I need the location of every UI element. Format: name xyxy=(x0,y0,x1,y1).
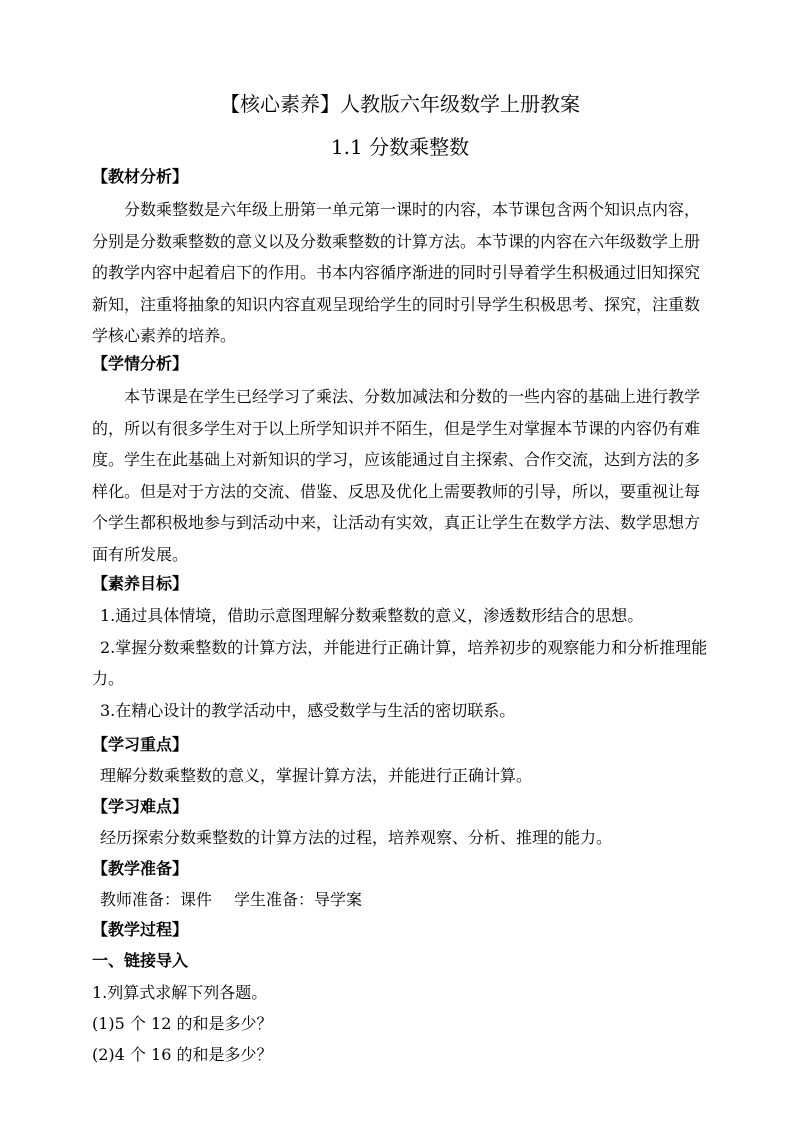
section-heading: 【学习重点】 xyxy=(92,735,189,754)
goal-item: 3.在精心设计的教学活动中，感受数学与生活的密切联系。 xyxy=(100,700,516,720)
section-heading: 【教材分析】 xyxy=(92,167,189,186)
section-heading: 【素养目标】 xyxy=(92,574,189,593)
goal-item: 2.掌握分数乘整数的计算方法，并能进行正确计算，培养初步的观察能力和分析推理能力。 xyxy=(92,637,708,688)
section-key xyxy=(92,732,712,791)
teacher-prep: 教师准备：课件 xyxy=(100,890,213,909)
section-students xyxy=(92,351,712,570)
process-line: (2)4 个 16 的和是多少？ xyxy=(92,1045,273,1064)
section-goals xyxy=(92,571,712,726)
section-heading: 【教学准备】 xyxy=(92,859,189,878)
process-line: (1)5 个 12 的和是多少？ xyxy=(92,1014,273,1033)
document-title: 【核心素养】人教版六年级数学上册教案 xyxy=(220,92,580,116)
section-heading: 【教学过程】 xyxy=(92,920,189,939)
section-material xyxy=(92,164,712,352)
section-prep xyxy=(92,856,712,915)
section-body: 本节课是在学生已经学习了乘法、分数加减法和分数的一些内容的基础上进行教学的，所以有很多学生对于以上所学知识并不陌生，但是学生对掌握本节课的内容仍有难度。学生在此基础上对新知识的学习，应该能通过自主探索、合作交流，达到方法的多样化。但是对于方法的交流、借鉴、反思及优化上需要教师的引导，所以，要重视让每个学生都积极地参与到活动中来，让活动有实效，真正让学生在数学方法、数学思想方面有所发展。 xyxy=(92,387,701,564)
section-body: 分数乘整数是六年级上册第一单元第一课时的内容，本节课包含两个知识点内容，分别是分数乘整数的意义以及分数乘整数的计算方法。本节课的内容在六年级数学上册的教学内容中起着启下的作用。书本内容循序渐进的同时引导着学生积极通过旧知探究新知，注重将抽象的知识内容直观呈现给学生的同时引导学生积极思考、探究，注重数学核心素养的培养。 xyxy=(92,200,701,345)
section-body: 经历探索分数乘整数的计算方法的过程，培养观察、分析、推理的能力。 xyxy=(100,828,613,847)
section-difficulty xyxy=(92,794,712,853)
lesson-title: 1.1 分数乘整数 xyxy=(330,135,470,159)
section-heading: 【学情分析】 xyxy=(92,354,189,373)
section-process xyxy=(92,917,712,1070)
section-body: 理解分数乘整数的意义，掌握计算方法，并能进行正确计算。 xyxy=(100,766,533,785)
student-prep: 学生准备：导学案 xyxy=(234,890,363,909)
prep-line xyxy=(92,884,712,915)
section-heading: 【学习难点】 xyxy=(92,797,189,816)
subsection-heading: 一、链接导入 xyxy=(92,951,189,970)
process-line: 1.列算式求解下列各题。 xyxy=(92,983,268,1002)
goal-item: 1.通过具体情境，借助示意图理解分数乘整数的意义，渗透数形结合的思想。 xyxy=(100,606,644,625)
